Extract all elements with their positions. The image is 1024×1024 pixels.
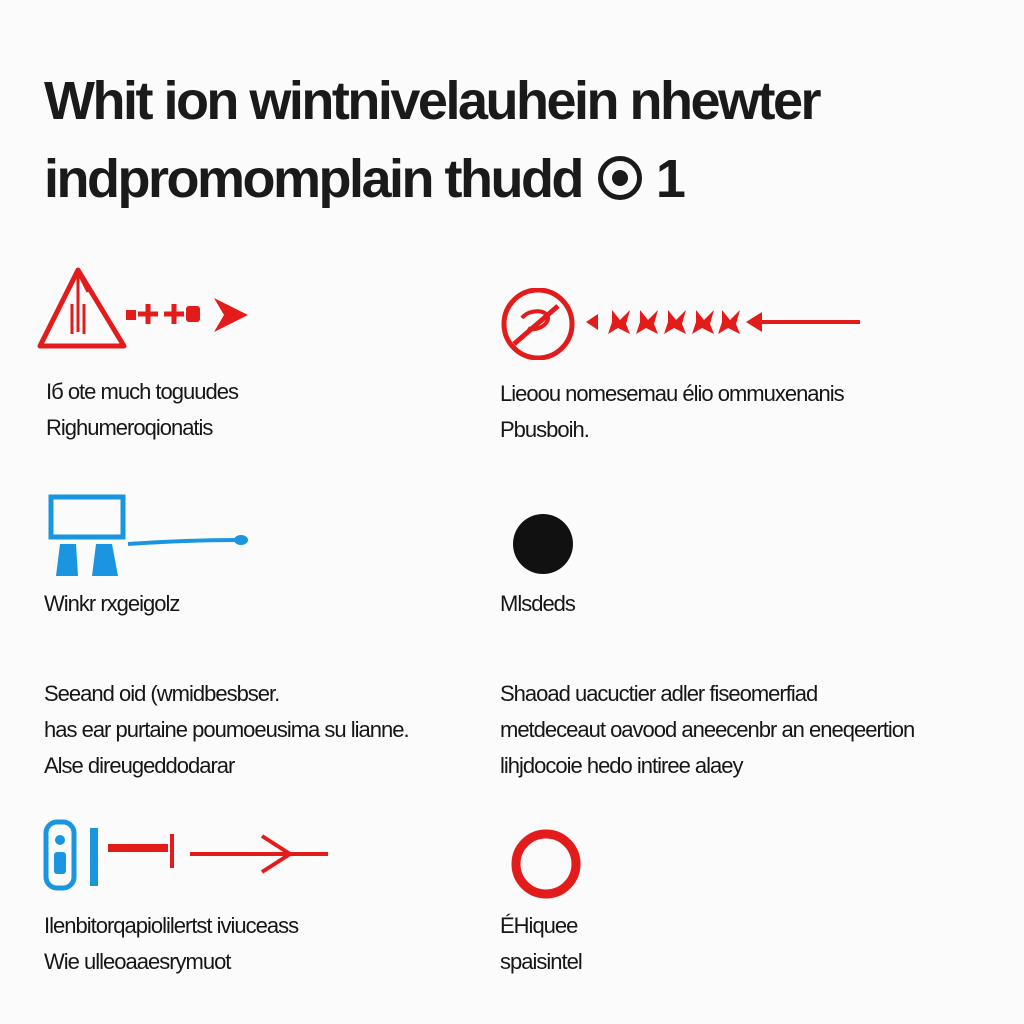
warning-arrow-icon — [34, 262, 254, 352]
red-ring-icon — [508, 826, 584, 902]
monitor-cable-icon — [48, 494, 252, 578]
item-7-line-1: Ilenbitorqapiolilertst iviuceass — [44, 913, 299, 938]
title-line-2 — [44, 140, 944, 218]
item-6-line-3: lihjdocoie hedo intiree alaey — [500, 753, 743, 778]
title-number: 1 — [655, 149, 684, 209]
item-5-line-1: Seeand oid (wmidbesbser. — [44, 681, 280, 706]
item-2-line-1: Lieoou nomesemau élio ommuxenanis — [500, 381, 844, 406]
item-6-line-2: metdeceaut oavood aneecenbr an eneqeertion — [500, 717, 915, 742]
item-8-line-2: spaisintel — [500, 949, 582, 974]
item-8-line-1: ÉHiquee — [500, 913, 578, 938]
item-5-line-2: has ear purtaine poumoeusima su lianne. — [44, 717, 409, 742]
item-6-line-1: Shaoad uacuctier adler fiseomerfiad — [500, 681, 818, 706]
item-2-text — [500, 376, 844, 448]
no-tool-arrow-icon — [500, 288, 864, 360]
item-4-text — [500, 586, 575, 622]
item-7-text — [44, 908, 298, 980]
title-line-1: Whit ion wintnivelauhein nhewter — [44, 71, 820, 131]
page-title — [44, 62, 944, 218]
item-2-line-2: Pbusboih. — [500, 417, 589, 442]
title-tail — [598, 149, 684, 209]
item-1-text — [46, 374, 238, 446]
item-1-line-2: Righumeroqionatis — [46, 415, 213, 440]
device-arrow-icon — [40, 818, 340, 894]
item-5-line-3: Alse direugeddodarar — [44, 753, 235, 778]
black-dot-icon — [512, 514, 574, 576]
item-7-line-2: Wie ulleoaaesrymuot — [44, 949, 231, 974]
item-4-line-1: Mlsdeds — [500, 591, 575, 616]
gear-icon — [598, 156, 642, 200]
item-8-text — [500, 908, 582, 980]
title-line-2-text: indpromomplain thudd — [44, 149, 582, 209]
item-6-text — [500, 676, 914, 784]
item-3-text — [44, 586, 179, 622]
item-3-line-1: Winkr rxgeigolz — [44, 591, 180, 616]
item-5-text — [44, 676, 409, 784]
item-1-line-1: Iб ote much toguudes — [46, 379, 238, 404]
